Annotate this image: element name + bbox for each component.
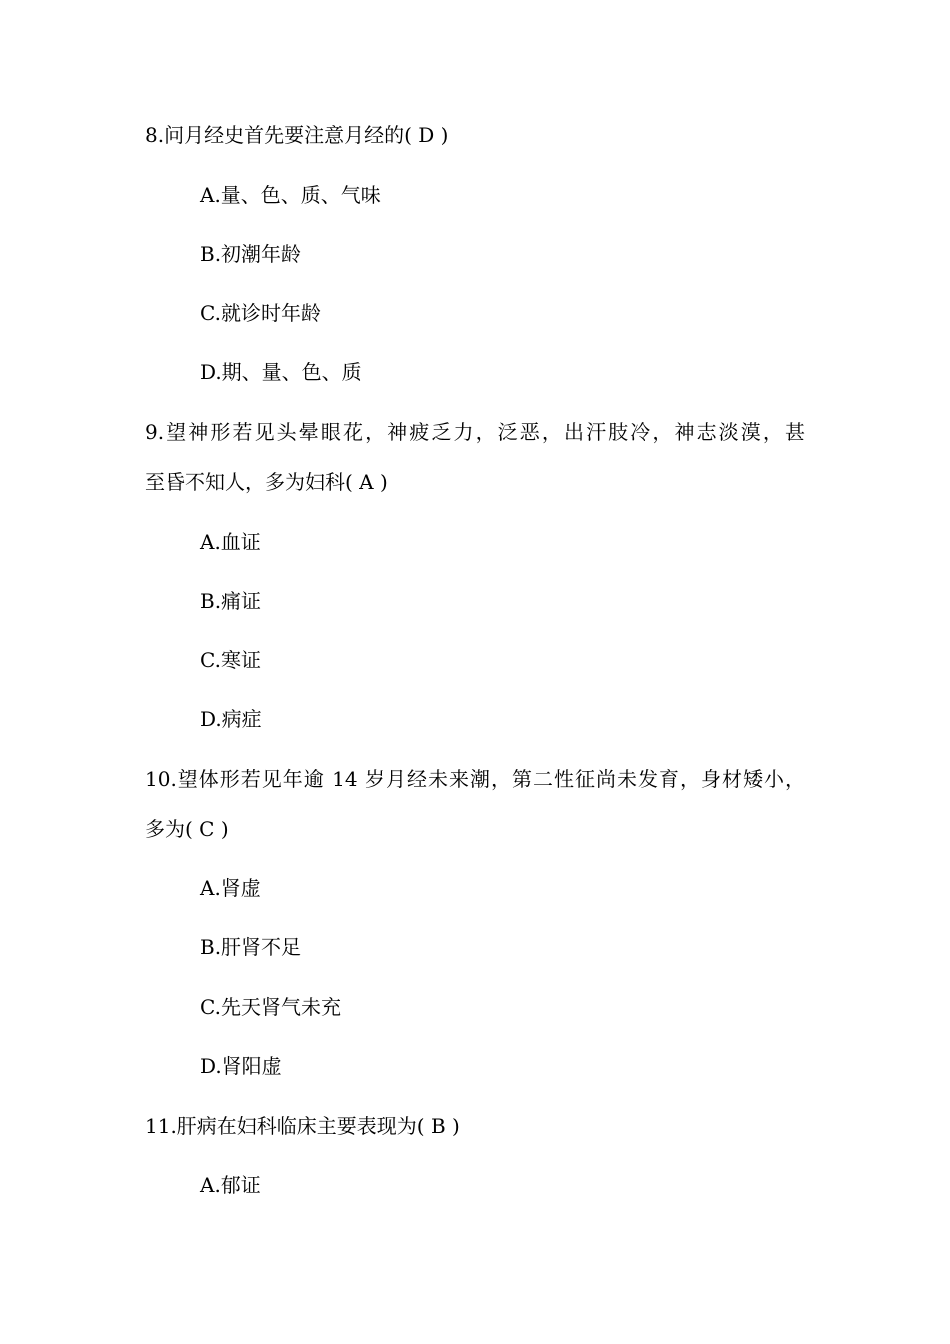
question-10-stem-line1: 10.望体形若见年逾 14 岁月经未来潮，第二性征尚未发育，身材矮小， [145,767,805,791]
question-10-option-d: D.肾阳虚 [200,1054,282,1078]
question-8-option-b: B.初潮年龄 [200,242,302,266]
question-10-option-b: B.肝肾不足 [200,935,302,959]
question-9-stem-line1: 9.望神形若见头晕眼花，神疲乏力，泛恶，出汗肢冷，神志淡漠，甚 [145,420,805,444]
question-10-option-a: A.肾虚 [200,876,261,900]
question-11-option-a: A.郁证 [200,1173,261,1197]
question-11-stem: 11.肝病在妇科临床主要表现为( B ) [145,1114,460,1138]
question-9-option-a: A.血证 [200,530,261,554]
question-9-stem-line2: 至昏不知人，多为妇科( A ) [145,470,388,494]
question-9-option-c: C.寒证 [200,648,261,672]
question-8-stem: 8.问月经史首先要注意月经的( D ) [145,123,449,147]
question-10-option-c: C.先天肾气未充 [200,995,341,1019]
question-10-stem-line2: 多为( C ) [145,817,229,841]
question-8-option-c: C.就诊时年龄 [200,301,321,325]
question-9-option-b: B.痛证 [200,589,262,613]
question-8-option-d: D.期、量、色、质 [200,360,362,384]
question-8-option-a: A.量、色、质、气味 [200,183,381,207]
question-9-option-d: D.病症 [200,707,262,731]
